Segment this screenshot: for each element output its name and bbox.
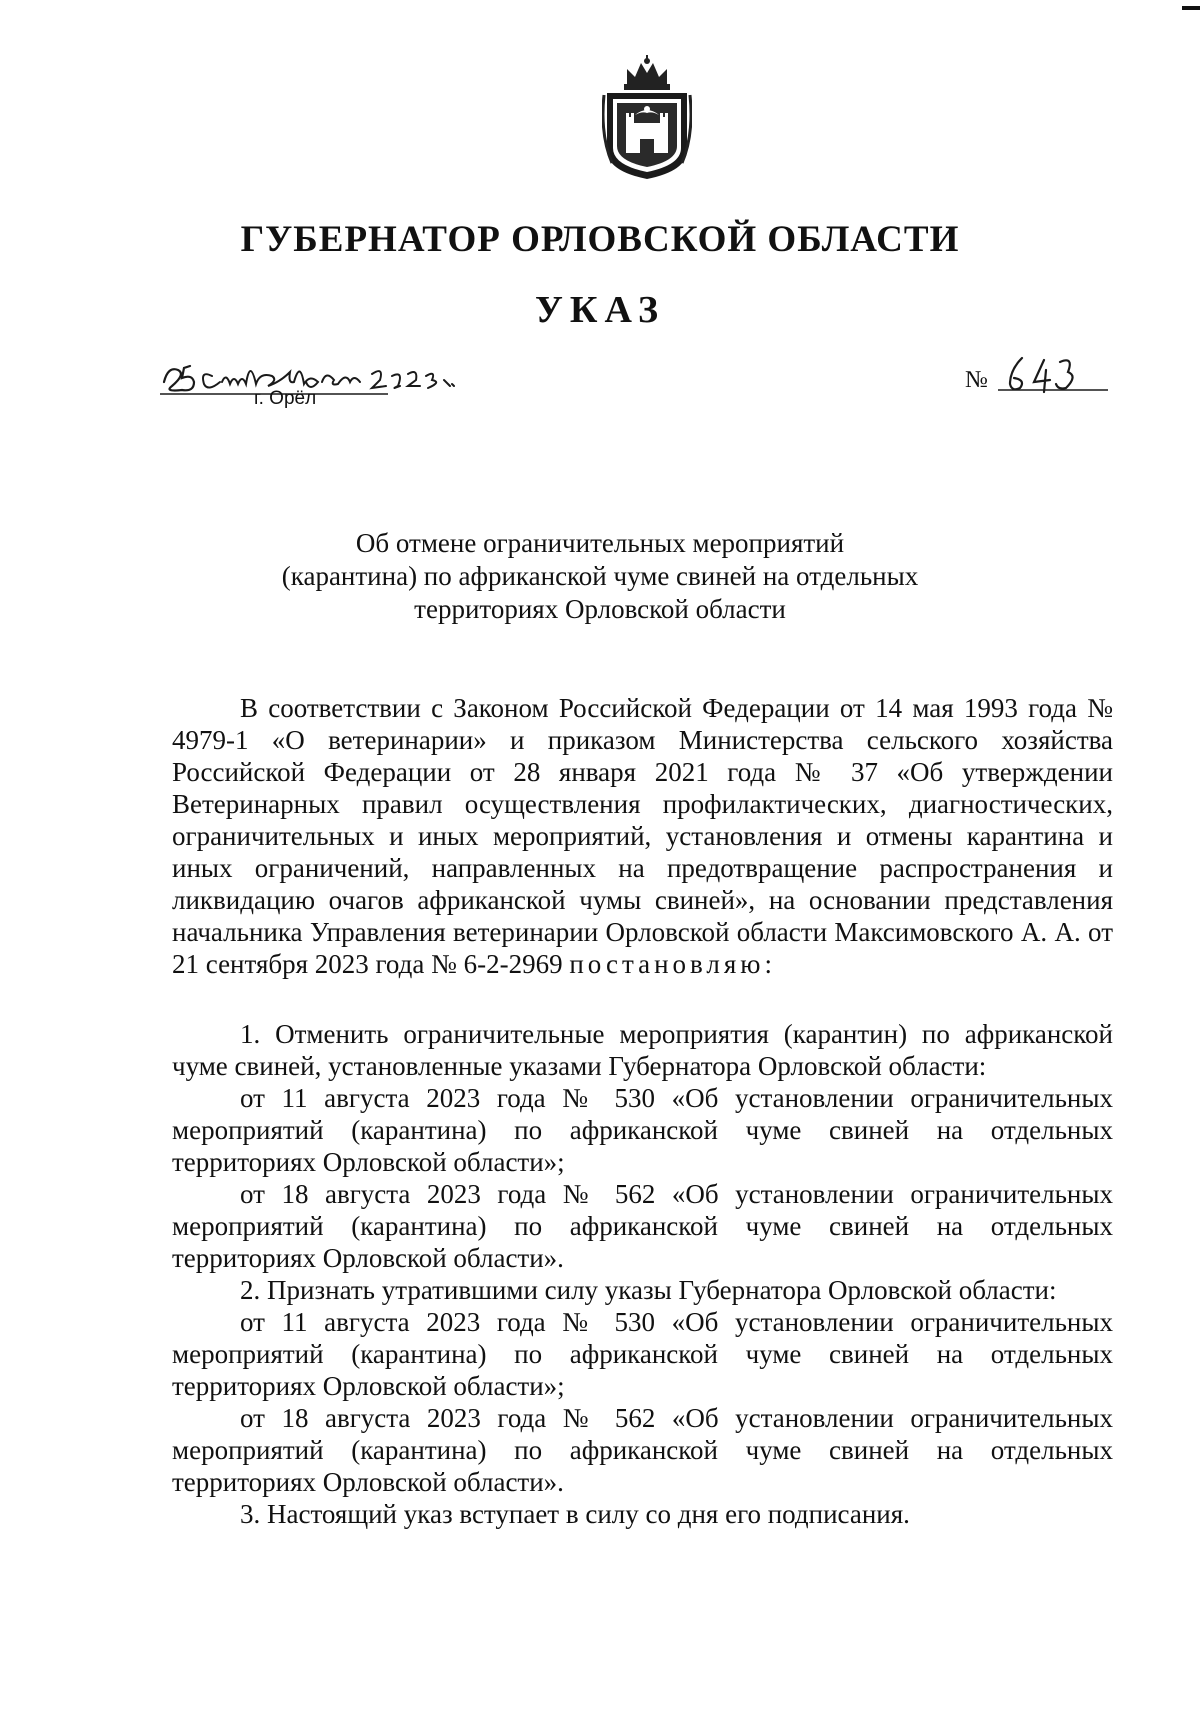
item-2: 2. Признать утратившими силу указы Губернатора Орловской области: [240,1275,1057,1305]
handwritten-number [998,346,1108,406]
place-of-issue: г. Орёл [254,388,317,409]
item-2-reference-530: от 11 августа 2023 года № 530 «Об установлении ограничительных мероприятий (карантина) по африканской чуме свиней на отдельных территориях Орловской области»; [172,1307,1113,1401]
authority-heading: ГУБЕРНАТОР ОРЛОВСКОЙ ОБЛАСТИ [240,219,960,260]
number-label: № [965,367,988,393]
decree-title [0,527,1200,626]
item-1-reference-562: от 18 августа 2023 года № 562 «Об установлении ограничительных мероприятий (карантина) по африканской чуме свиней на отдельных территориях Орловской области». [172,1179,1113,1273]
title-line: (карантина) по африканской чуме свиней на отдельных [281,561,919,591]
coat-of-arms-icon [602,55,692,181]
preamble-verb: постановляю: [569,949,776,979]
document-type-heading: УКАЗ [535,289,665,331]
item-2-reference-562: от 18 августа 2023 года № 562 «Об установлении ограничительных мероприятий (карантина) по африканской чуме свиней на отдельных территориях Орловской области». [172,1403,1113,1497]
title-line: территориях Орловской области [414,594,786,624]
scan-edge-mark [1182,6,1200,10]
preamble-paragraph [172,692,1113,980]
item-1-reference-530: от 11 августа 2023 года № 530 «Об установлении ограничительных мероприятий (карантина) по африканской чуме свиней на отдельных территориях Орловской области»; [172,1083,1113,1177]
preamble-text: В соответствии с Законом Российской Федерации от 14 мая 1993 года № 4979-1 «О ветеринарии» и приказом Министерства сельского хозяйства Российской Федерации от 28 января 2021 года № 37 «Об утверждении Ветеринарных правил осуществления профилактических, диагностических, ограничительных и иных мероприятий, установления и отмены карантина и иных ограничений, направленных на предотвращение распространения и ликвидацию очагов африканской чумы свиней», на основании представления начальника Управления ветеринарии Орловской области Максимовского А. А. от 21 сентября 2023 года № 6-2-2969 [172,693,1113,979]
item-3: 3. Настоящий указ вступает в силу со дня его подписания. [240,1499,910,1529]
title-line: Об отмене ограничительных мероприятий [355,528,845,558]
item-1: 1. Отменить ограничительные мероприятия (карантин) по африканской чуме свиней, установленные указами Губернатора Орловской области: [172,1019,1113,1081]
decree-body [172,692,1113,1530]
